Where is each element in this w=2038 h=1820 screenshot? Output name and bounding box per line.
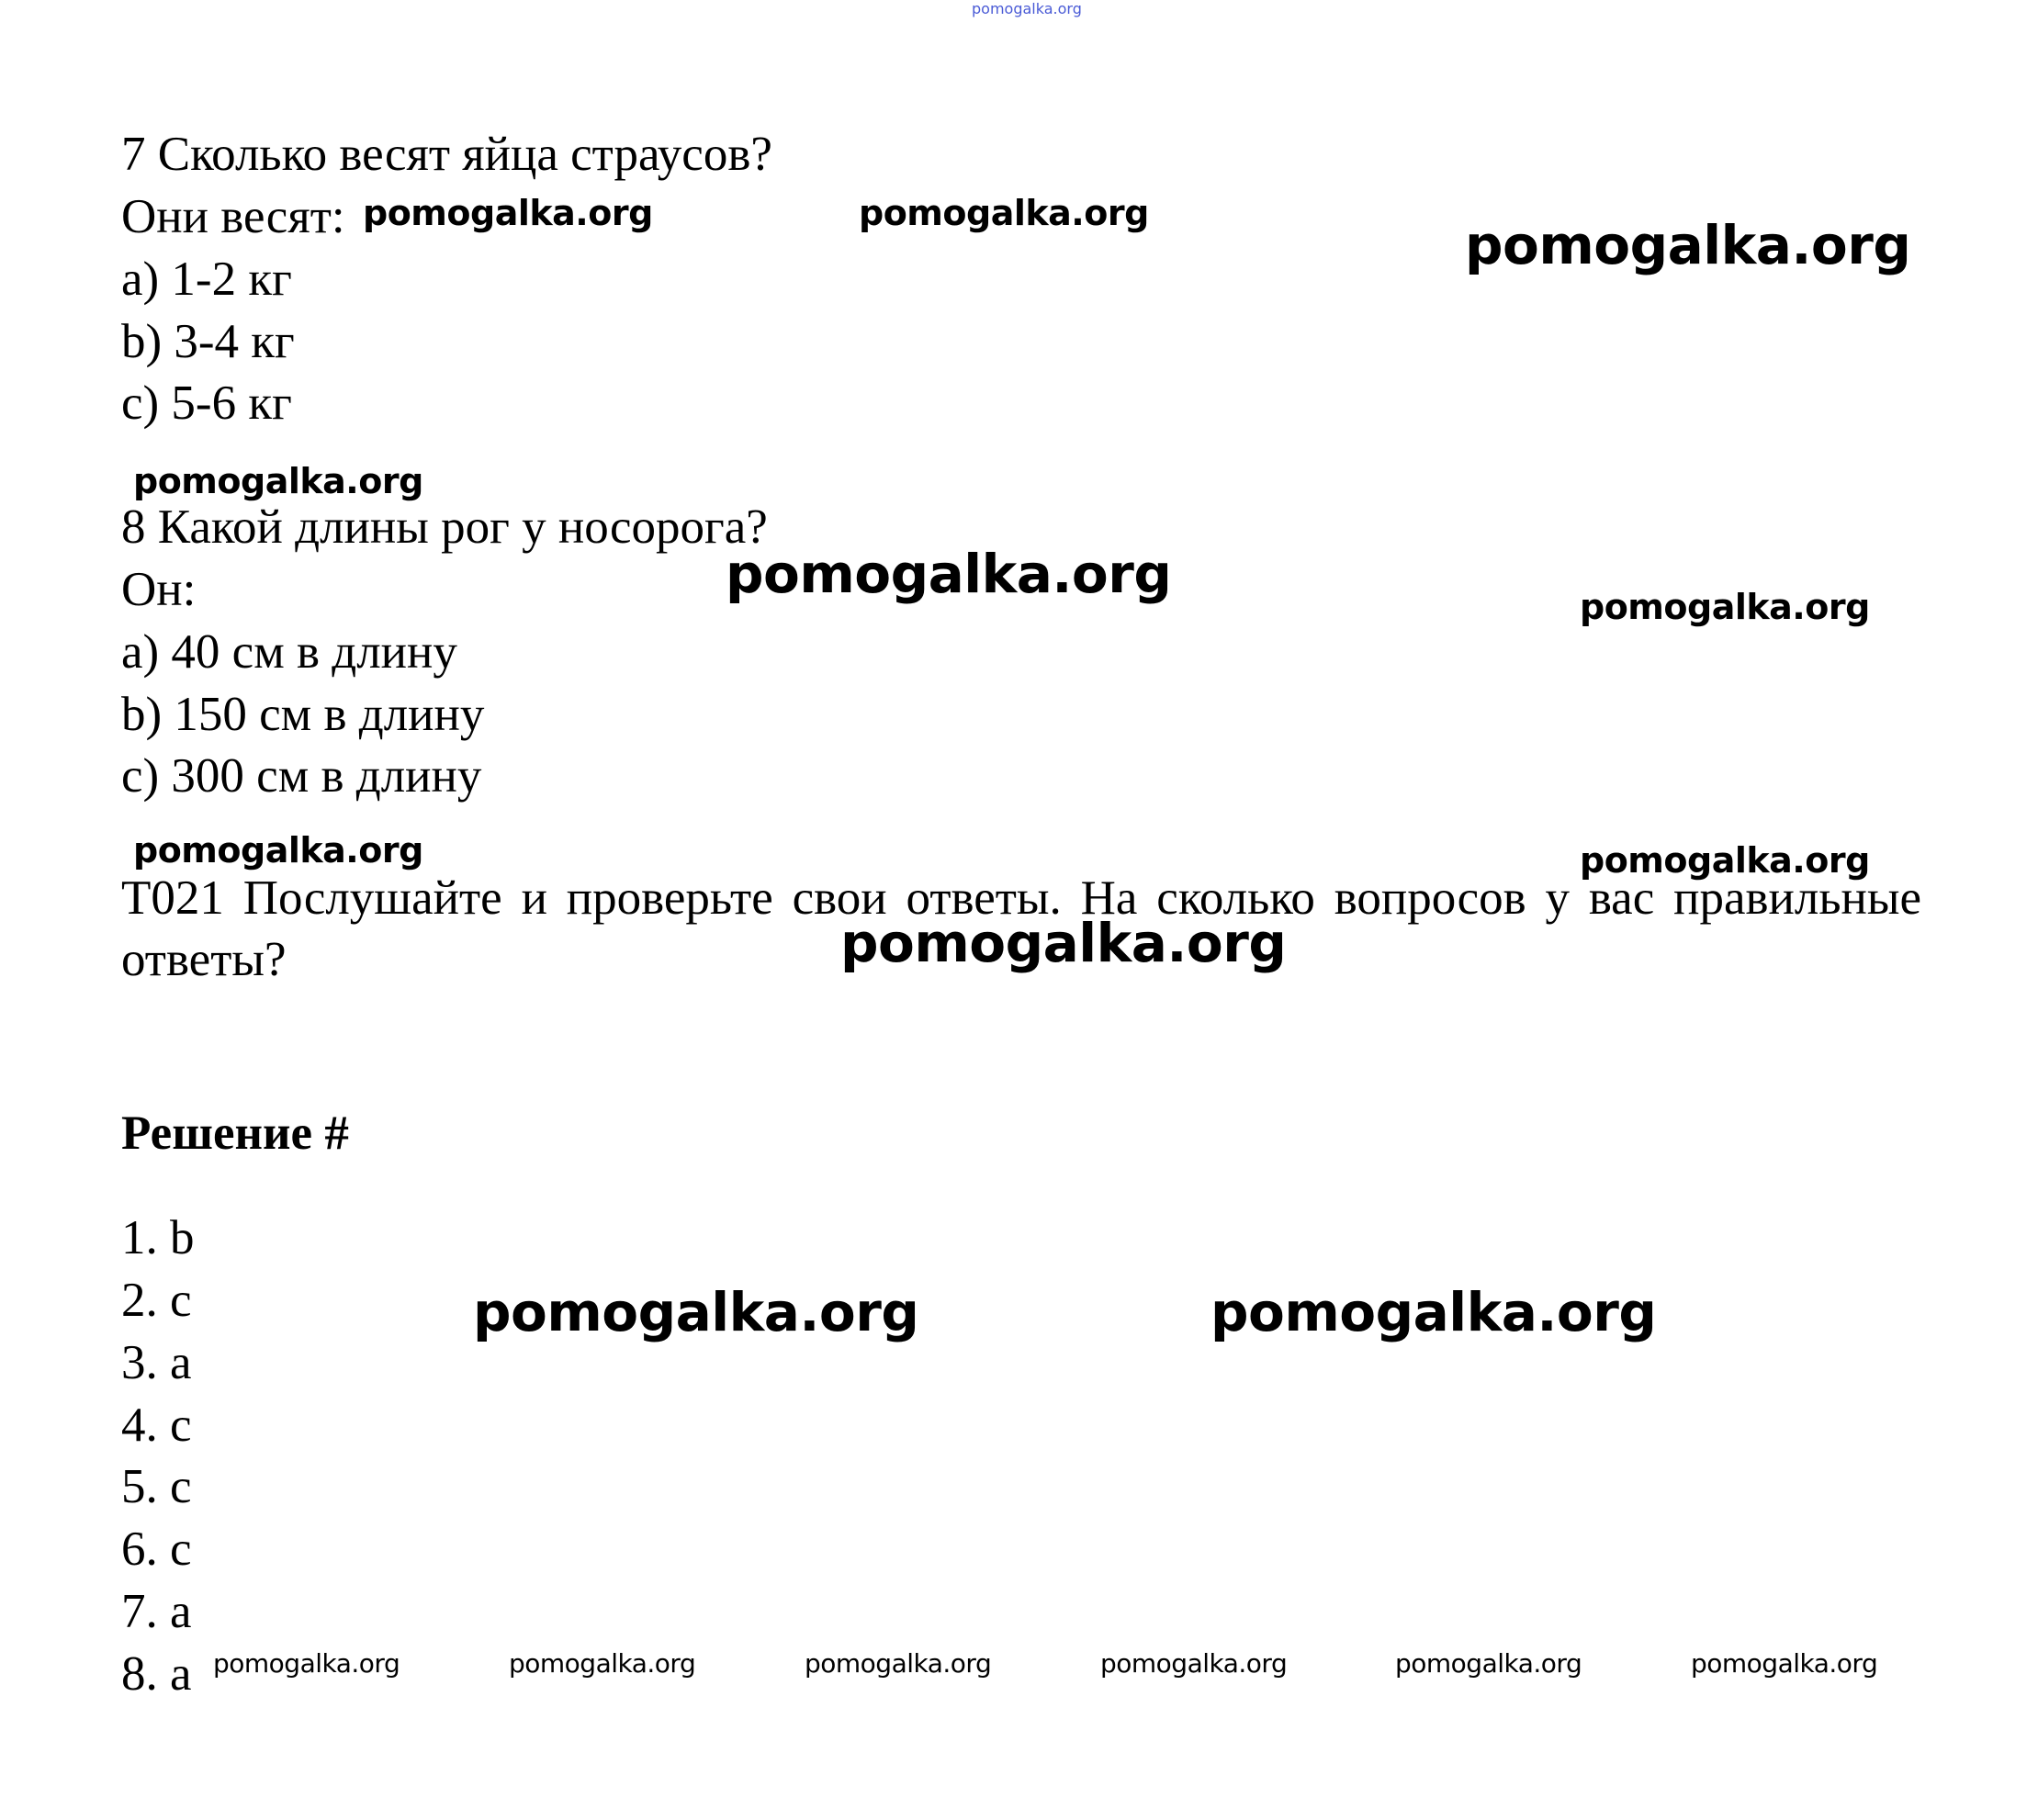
watermark: pomogalka.org (840, 912, 1287, 974)
answer-item: 7. a (121, 1585, 192, 1638)
answer-item: 1. b (121, 1211, 195, 1264)
watermark: pomogalka.org (1580, 840, 1870, 881)
watermark: pomogalka.org (726, 543, 1172, 605)
task-paragraph: T021 Послушайте и проверьте свои ответы. На сколько вопросов у вас правильные ответы? (121, 871, 1921, 986)
top-watermark: pomogalka.org (972, 0, 1082, 17)
question-7-option-c: c) 5-6 кг (121, 376, 292, 430)
solution-heading: Решение # (121, 1107, 349, 1160)
watermark: pomogalka.org (509, 1648, 696, 1679)
watermark: pomogalka.org (213, 1648, 400, 1679)
answer-item: 3. a (121, 1336, 192, 1389)
watermark: pomogalka.org (1100, 1648, 1288, 1679)
question-8-title: 8 Какой длины рог у носорога? (121, 500, 768, 554)
watermark: pomogalka.org (363, 193, 653, 233)
question-7-stem: Они весят: (121, 190, 345, 243)
answer-item: 6. c (121, 1522, 192, 1576)
watermark: pomogalka.org (1395, 1648, 1582, 1679)
watermark: pomogalka.org (1210, 1281, 1657, 1343)
question-7-title: 7 Сколько весят яйца страусов? (121, 128, 772, 181)
answer-item: 2. c (121, 1274, 192, 1327)
watermark: pomogalka.org (1580, 587, 1870, 627)
watermark: pomogalka.org (1691, 1648, 1878, 1679)
question-8-option-a: a) 40 см в длину (121, 625, 457, 679)
watermark: pomogalka.org (1465, 214, 1911, 276)
watermark: pomogalka.org (805, 1648, 992, 1679)
answer-item: 8. a (121, 1647, 192, 1701)
watermark: pomogalka.org (133, 830, 423, 871)
question-7-option-a: a) 1-2 кг (121, 253, 292, 306)
question-8-option-b: b) 150 см в длину (121, 688, 485, 741)
answer-item: 4. c (121, 1399, 192, 1452)
question-8-option-c: c) 300 см в длину (121, 749, 482, 803)
answer-item: 5. c (121, 1460, 192, 1513)
question-7-option-b: b) 3-4 кг (121, 315, 295, 368)
question-8-stem: Он: (121, 563, 197, 616)
watermark: pomogalka.org (133, 461, 423, 501)
watermark: pomogalka.org (473, 1281, 919, 1343)
watermark: pomogalka.org (859, 193, 1149, 233)
